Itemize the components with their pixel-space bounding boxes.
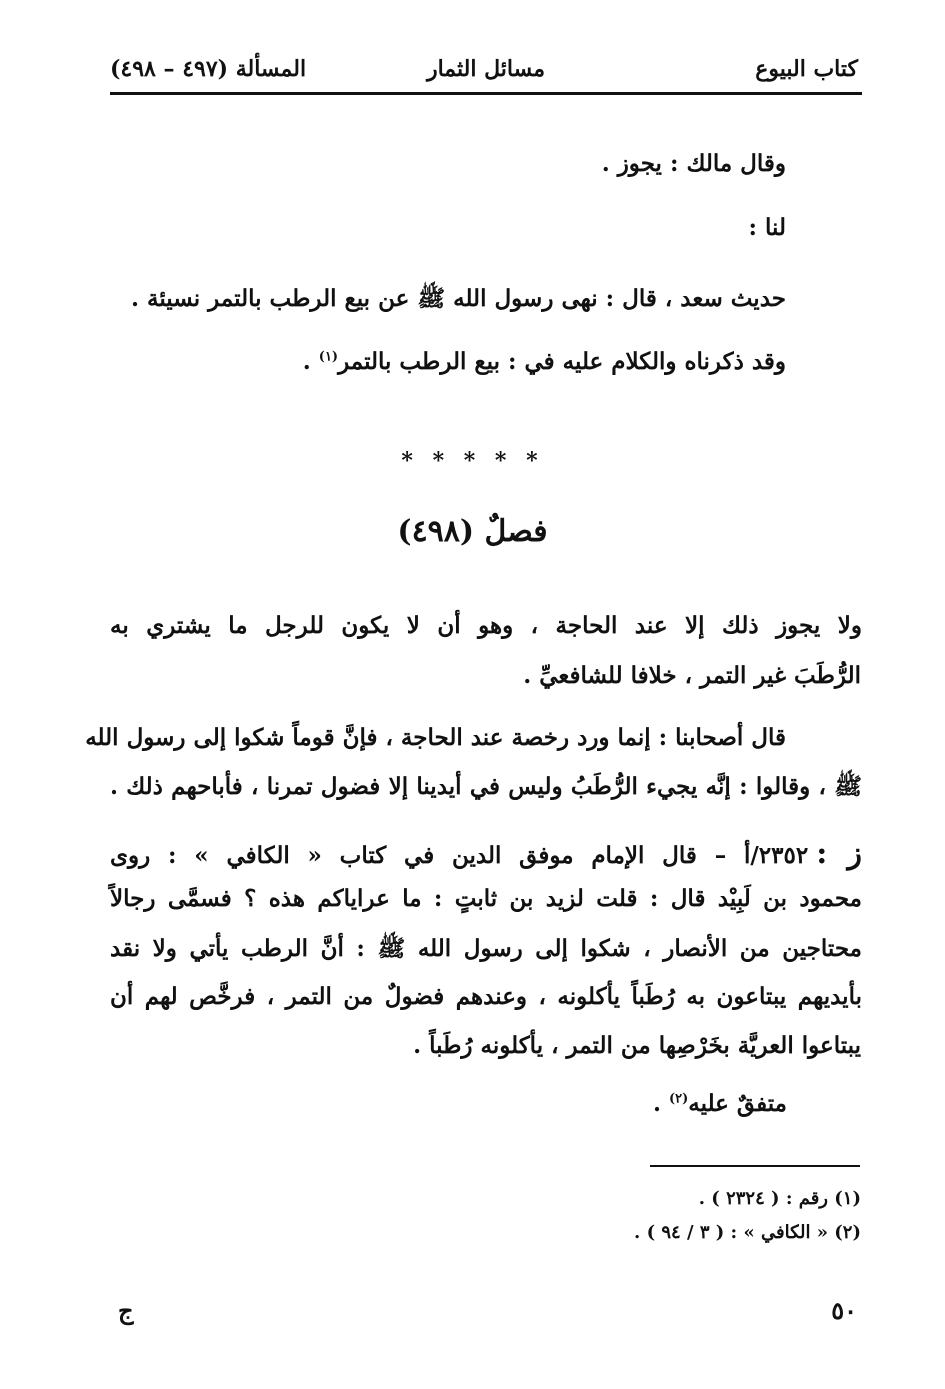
footnote-rule <box>650 1165 860 1167</box>
paragraph-3-line-2: محمود بن لَبِيْد قال : قلت لزيد بن ثابتٍ : ما عراياكم هذه ؟ فسمَّى رجالاً <box>110 885 862 912</box>
footnote-ref-1: (١) <box>318 349 339 365</box>
text-line-1: وقال مالك : يجوز . <box>601 150 786 177</box>
section-heading: فصلٌ (٤٩٨) <box>397 514 548 549</box>
running-header <box>110 50 862 90</box>
text-line-3: حديث سعد ، قال : نهى رسول الله ﷺ عن بيع الرطب بالتمر نسيئة . <box>131 285 786 312</box>
agreed-upon-text: متفقٌ عليه <box>688 1090 787 1117</box>
paragraph-3-line-5: يبتاعوا العريَّة بخَرْصِها من التمر ، يأكلونه رُطَباً . <box>413 1032 861 1059</box>
paragraph-2-line-1: قال أصحابنا : إنما ورد رخصة عند الحاجة ، فإنَّ قوماً شكوا إلى رسول الله <box>85 724 786 751</box>
issue-range: المسألة (٤٩٧ – ٤٩٨) <box>110 56 307 82</box>
paragraph-2-line-2: ﷺ ، وقالوا : إنَّه يجيء الرُّطَبُ وليس في أيدينا إلا فضول تمرنا ، فأباحهم ذلك . <box>110 773 862 800</box>
footnote-ref-2: (٢) <box>669 1091 689 1107</box>
agreed-upon-line <box>653 1090 787 1117</box>
agreed-upon-end: . <box>652 1090 669 1117</box>
header-rule <box>110 92 862 95</box>
text-line-4-body: وقد ذكرناه والكلام عليه في : بيع الرطب بالتمر <box>338 348 786 375</box>
text-line-4-end: . <box>302 348 319 375</box>
section-separator: * * * * * <box>401 448 544 474</box>
paragraph-3-line-1 <box>110 836 862 871</box>
paragraph-1-line-2: الرُّطَبَ غير التمر ، خلافا للشافعيِّ . <box>523 662 861 689</box>
footnote-2: (٢) « الكافي » : ( ٣ / ٩٤ ) . <box>634 1222 861 1243</box>
paragraph-3-line-1-text: ٢٣٥٢/أ – قال الإمام موفق الدين في كتاب « الكافي » : روى <box>110 842 809 869</box>
text-line-2: لنا : <box>748 214 786 241</box>
paragraph-3-line-3: محتاجين من الأنصار ، شكوا إلى رسول الله ﷺ : أنَّ الرطب يأتي ولا نقد <box>110 935 862 962</box>
chapter-title: مسائل الثمار <box>426 56 546 82</box>
paragraph-3-line-4: بأيديهم يبتاعون به رُطَباً يأكلونه ، وعندهم فضولٌ من التمر ، فرخَّص لهم أن <box>110 983 862 1010</box>
paragraph-1-line-1: ولا يجوز ذلك إلا عند الحاجة ، وهو أن لا يكون للرجل ما يشتري به <box>110 612 862 639</box>
signature-mark: ج <box>118 1296 134 1325</box>
text-line-4 <box>303 348 786 375</box>
footnote-1: (١) رقم : ( ٢٣٢٤ ) . <box>698 1188 861 1209</box>
zay-marker: ز : <box>816 836 862 871</box>
page-number: ٥٠ <box>831 1296 857 1325</box>
book-title: كتاب البيوع <box>755 56 858 82</box>
